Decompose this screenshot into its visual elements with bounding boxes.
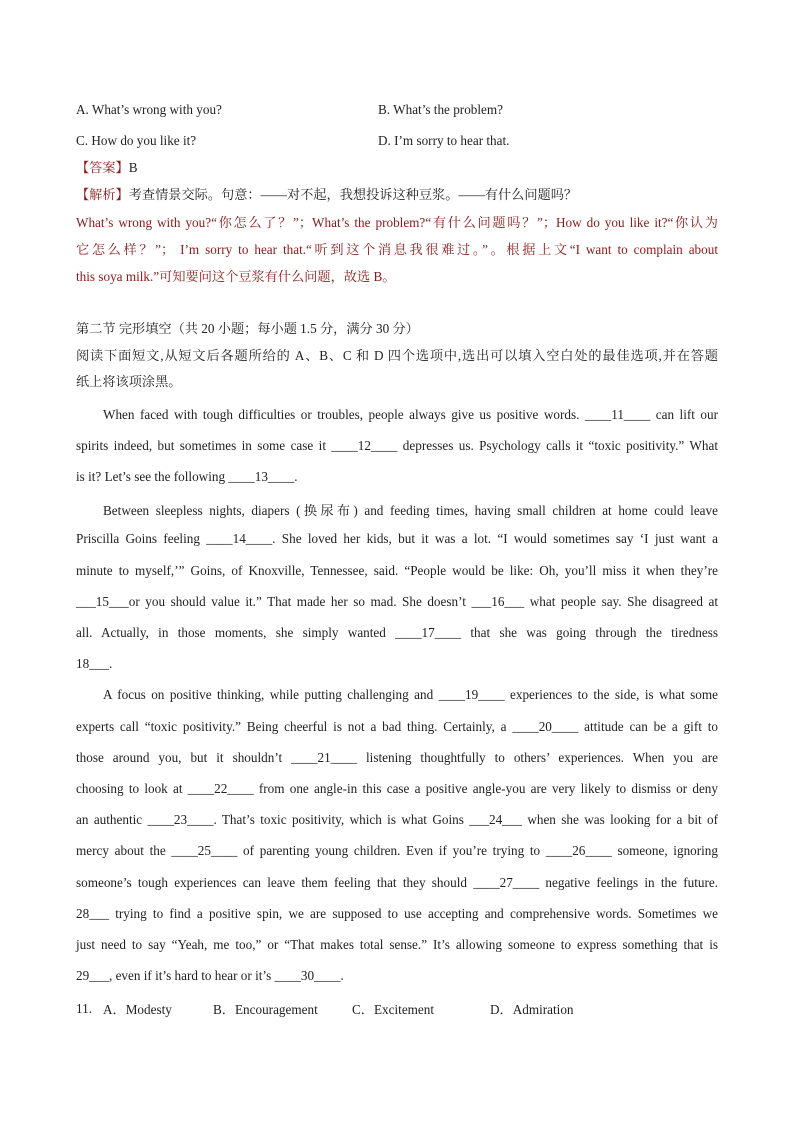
analysis-line-2: What’s wrong with you?“你怎么了？”；What’s the problem?“有什么问题吗？”；How do you like it?“你认为 (76, 215, 718, 230)
passage-p3-line-4: choosing to look at ____22____ from one angle-in this case a positive angle-you are very likely to dismiss or deny (76, 781, 718, 796)
passage-p3-line-9: just need to say “Yeah, me too,” or “That makes total sense.” It’s allowing someone to express something that is (76, 937, 718, 952)
passage-p1-line-2: spirits indeed, but sometimes in some case it ____12____ depresses us. Psychology calls it “toxic positivity.” What (76, 438, 718, 453)
passage-p1-line-1: When faced with tough difficulties or troubles, people always give us positive words. ____11____ can lift our (103, 407, 718, 422)
analysis-line-4: this soya milk.”可知要问这个豆浆有什么问题，故选 B。 (76, 269, 396, 284)
passage-p2-line-5: all. Actually, in those moments, she simply wanted ____17____ that she was going through the tiredness (76, 625, 718, 640)
passage-p2-line-6: 18___. (76, 656, 113, 671)
section-instruction-1: 阅读下面短文,从短文后各题所给的 A、B、C 和 D 四个选项中,选出可以填入空白处的最佳选项,并在答题 (76, 348, 718, 363)
option-c: C. How do you like it? (76, 133, 197, 148)
passage-p2-line-4: ___15___or you should value it.” That made her so mad. She doesn’t ___16___ what people say. She disagreed at (76, 594, 718, 609)
q11-option-c: C．Excitement (352, 1002, 435, 1017)
passage-p3-line-10: 29___, even if it’s hard to hear or it’s ____30____. (76, 968, 344, 983)
option-d: D. I’m sorry to hear that. (378, 133, 510, 148)
option-a: A. What’s wrong with you? (76, 102, 222, 117)
answer-value: B (128, 160, 138, 175)
passage-p3-line-8: 28___ trying to find a positive spin, we are supposed to use accepting and comprehensive words. Sometimes we (76, 906, 718, 921)
question-number: 11. (76, 1001, 92, 1016)
analysis-label: 【解析】 (76, 187, 129, 202)
q11-option-b: B．Encouragement (213, 1002, 318, 1017)
passage-p2-line-3: minute to myself,’” Goins, of Knoxville, Tennessee, said. “People would be like: Oh, you’ll miss it when they’re (76, 563, 718, 578)
passage-p3-line-2: experts call “toxic positivity.” Being cheerful is not a bad thing. Certainly, a ____20____ attitude can be a gift to (76, 719, 718, 734)
passage-p3-line-7: someone’s tough experiences can leave them feeling that they should ____27____ negative feelings in the future. (76, 875, 718, 890)
passage-p2-line-2: Priscilla Goins feeling ____14____. She loved her kids, but it was a lot. “I would sometimes say ‘I just want a (76, 531, 718, 546)
passage-p3-line-5: an authentic ____23____. That’s toxic positivity, which is what Goins ___24___ when she was looking for a bit of (76, 812, 718, 827)
answer-row (76, 157, 138, 176)
option-b: B. What’s the problem? (378, 102, 504, 117)
passage-p2-line-1: Between sleepless nights, diapers (换尿布) and feeding times, having small children at home could leave (103, 503, 718, 518)
passage-p3-line-6: mercy about the ____25____ of parenting young children. Even if you’re trying to ____26____ someone, ignoring (76, 843, 718, 858)
passage-p1-line-3: is it? Let’s see the following ____13____. (76, 469, 298, 484)
section-title: 第二节 完形填空（共 20 小题；每小题 1.5 分，满分 30 分） (76, 321, 419, 336)
answer-label: 【答案】 (76, 160, 129, 175)
section-instruction-2: 纸上将该项涂黑。 (76, 374, 182, 389)
passage-p3-line-3: those around you, but it shouldn’t ____21____ listening thoughtfully to others’ experiences. When you are (76, 750, 718, 765)
analysis-line-3: 它怎么样？”； I’m sorry to hear that.“听到这个消息我很难过。”。根据上文“I want to complain about (76, 242, 718, 257)
q11-option-a: A．Modesty (103, 1002, 172, 1017)
analysis-row (76, 184, 577, 203)
analysis-line-1: 考查情景交际。句意：——对不起，我想投诉这种豆浆。——有什么问题吗？ (128, 187, 578, 202)
passage-p3-line-1: A focus on positive thinking, while putting challenging and ____19____ experiences to the side, is what some (103, 687, 718, 702)
q11-option-d: D．Admiration (490, 1002, 574, 1017)
